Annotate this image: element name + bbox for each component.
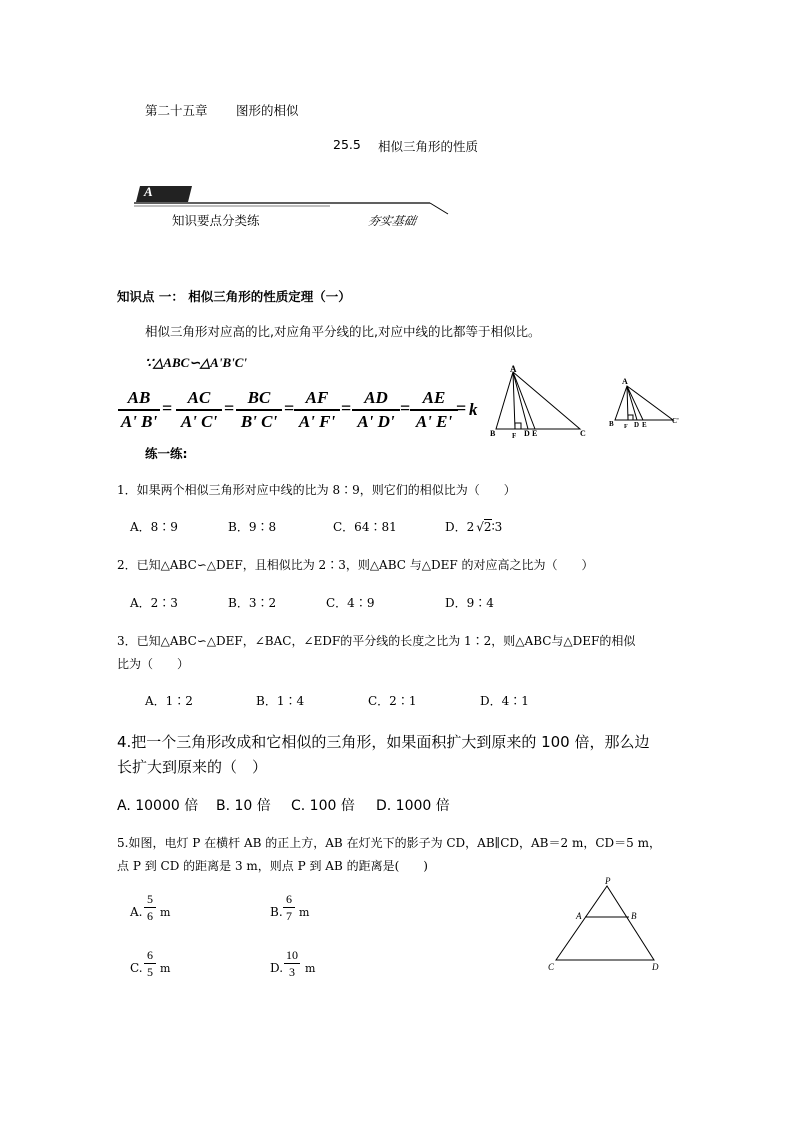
fraction-af: AF A' F': [294, 388, 340, 432]
q1-option-c: C．64∶81: [333, 520, 397, 534]
q3-option-d: D．4∶1: [480, 694, 529, 708]
label-p: P: [605, 876, 611, 886]
chapter-label: 第二十五章: [145, 103, 208, 118]
label-d: D: [652, 962, 659, 972]
ratio-k: k: [469, 400, 478, 419]
q4-option-d: D. 1000 倍: [376, 798, 450, 814]
q5-option-a-fraction: 5 6: [144, 892, 156, 923]
question-5-stem-line1: 5.如图，电灯 P 在横杆 AB 的正上方，AB 在灯光下的影子为 CD，AB∥CD，AB＝2 m，CD＝5 m，: [117, 836, 661, 850]
q5-option-b-prefix: B.: [270, 905, 283, 919]
fraction-ac: AC A' C': [176, 388, 222, 432]
q2-option-b: B．3∶2: [228, 596, 277, 610]
question-4-stem-line2: 长扩大到原来的（ ）: [117, 758, 268, 776]
label-b: B: [490, 429, 496, 438]
q2-option-c: C．4∶9: [326, 596, 375, 610]
triangle-figure-large: [488, 362, 593, 442]
knowledge-heading: 知识点 一： 相似三角形的性质定理（一）: [117, 289, 351, 304]
q4-option-b: B. 10 倍: [216, 798, 271, 814]
question-4-stem-line1: 4.把一个三角形改成和它相似的三角形，如果面积扩大到原来的 100 倍，那么边: [117, 733, 650, 751]
q5-option-b-fraction: 6 7: [283, 892, 295, 923]
triangle-figure-small: [606, 374, 686, 434]
q4-option-c: C. 100 倍: [291, 798, 355, 814]
lamp-shadow-figure: [540, 872, 670, 977]
label-c: C: [580, 429, 586, 438]
svg-text:C': C': [672, 417, 679, 425]
question-3-stem-line2: 比为（ ）: [117, 657, 190, 671]
because-statement: ∵△ABC∽△A'B'C': [145, 355, 248, 370]
label-f: F: [512, 432, 517, 440]
label-b: B: [631, 911, 637, 921]
banner-badge: A: [144, 184, 153, 199]
q3-option-b: B．1∶4: [256, 694, 305, 708]
q3-option-c: C．2∶1: [368, 694, 417, 708]
q5-option-c-fraction: 6 5: [144, 948, 156, 979]
q4-option-a: A. 10000 倍: [117, 798, 199, 814]
chapter-title: 图形的相似: [236, 103, 299, 118]
banner-left-label: 知识要点分类练: [172, 213, 260, 228]
q1-option-b: B．9∶8: [228, 520, 277, 534]
fraction-ab: AB A' B': [118, 388, 160, 432]
question-5-stem-line2: 点 P 到 CD 的距离是 3 m，则点 P 到 AB 的距离是( ): [117, 859, 428, 873]
q5-option-c-prefix: C.: [130, 961, 143, 975]
q1-option-a: A．8∶9: [130, 520, 178, 534]
q5-option-d-prefix: D.: [270, 961, 284, 975]
label-e: E: [532, 429, 538, 438]
banner-right-label: 夯实基础: [366, 214, 418, 228]
svg-text:F: F: [624, 424, 628, 430]
q1-option-d: D．2 √2∶3: [445, 520, 503, 534]
q5-option-a-prefix: A.: [130, 905, 143, 919]
question-2-stem: 2．已知△ABC∽△DEF，且相似比为 2∶3，则△ABC 与△DEF 的对应高之比为（ ）: [117, 558, 594, 572]
q5-option-d-fraction: 10 3: [286, 948, 298, 979]
label-a: A: [576, 911, 582, 921]
knowledge-statement: 相似三角形对应高的比,对应角平分线的比,对应中线的比都等于相似比。: [145, 324, 541, 339]
q3-option-a: A．1∶2: [145, 694, 193, 708]
svg-text:E: E: [642, 421, 647, 429]
fraction-bc: BC B' C': [236, 388, 282, 432]
label-c: C: [548, 962, 555, 972]
q2-option-a: A．2∶3: [130, 596, 178, 610]
label-a: A: [510, 364, 517, 374]
fraction-ae: AE A' E': [410, 388, 458, 432]
question-3-stem-line1: 3．已知△ABC∽△DEF，∠BAC，∠EDF的平分线的长度之比为 1∶2，则△ABC与△DEF的相似: [117, 634, 636, 648]
question-1-stem: 1．如果两个相似三角形对应中线的比为 8∶9，则它们的相似比为（ ）: [117, 483, 516, 497]
q2-option-d: D．9∶4: [445, 596, 494, 610]
section-number: 25.5: [333, 137, 361, 152]
svg-text:A: A: [622, 377, 628, 386]
label-d: D: [524, 429, 530, 438]
svg-text:D: D: [634, 421, 640, 429]
fraction-ad: AD A' D': [352, 388, 400, 432]
section-title: 相似三角形的性质: [378, 139, 479, 154]
practice-heading: 练一练:: [145, 446, 188, 461]
svg-text:B: B: [609, 420, 614, 428]
